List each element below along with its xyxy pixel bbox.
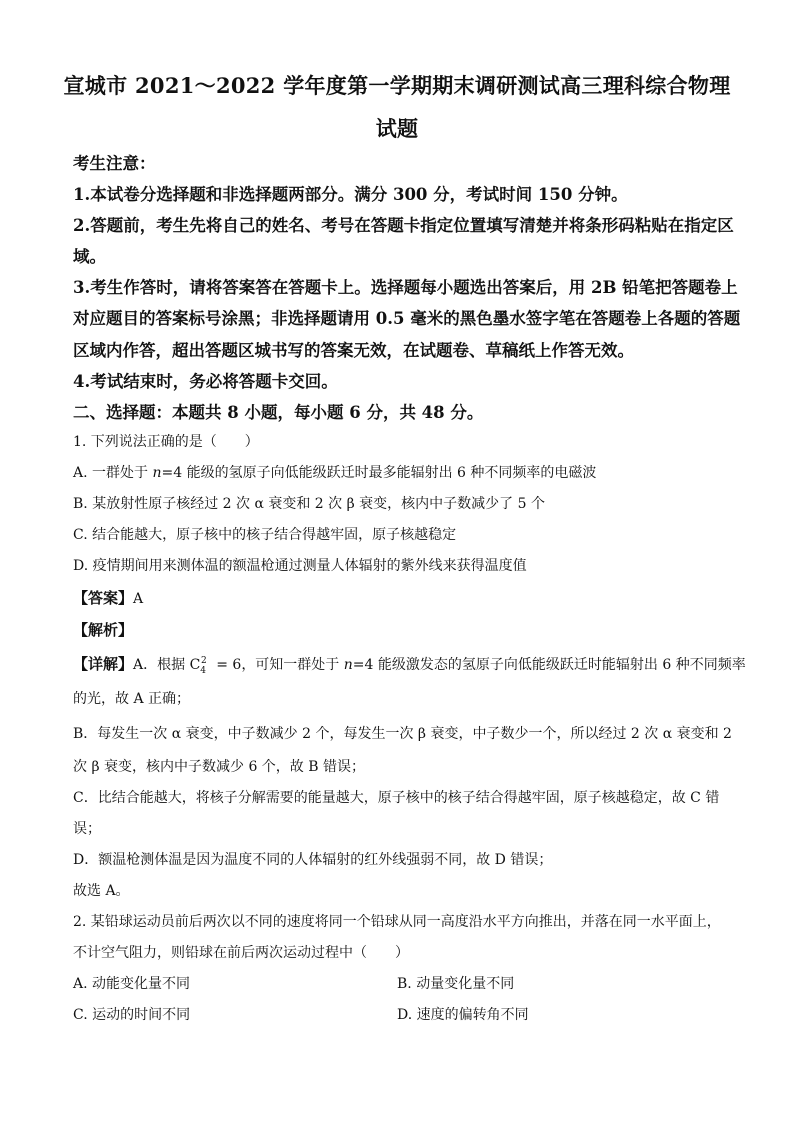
detail-a-prefix: A．根据: [133, 657, 190, 673]
notice-item-3: 3.考生作答时，请将答案答在答题卡上。选择题每小题选出答案后，用 2B 铅笔把答题卷上: [73, 278, 738, 297]
notice-heading: 考生注意：: [73, 154, 156, 173]
variable-n: n: [152, 465, 162, 481]
combination-formula: $C_4^2 = 6$: [189, 656, 242, 676]
detail-c-line-1: C．比结合能越大，将核子分解需要的能量越大，原子核中的核子结合得越牢固，原子核越稳定，故 C 错: [73, 790, 720, 806]
detail-tag: 【详解】: [73, 655, 134, 673]
notice-item-2-cont: 域。: [73, 247, 106, 266]
answer-tag: 【答案】: [73, 589, 134, 607]
detail-a-mid: ，可知一群处于: [241, 657, 344, 673]
analysis-tag: [73, 619, 133, 640]
option-a-text: =4 能级的氢原子向低能级跃迁时最多能辐射出 6 种不同频率的电磁波: [161, 465, 597, 481]
detail-a-line-1: [73, 653, 746, 676]
analysis-label: 【解析】: [73, 621, 134, 639]
notice-item-4: 4.考试结束时，务必将答题卡交回。: [73, 372, 338, 391]
question-2-option-d: D. 速度的偏转角不同: [397, 1007, 529, 1023]
question-2-stem: 2. 某铅球运动员前后两次以不同的速度将同一个铅球从同一高度沿水平方向推出，并落在同一水平面上，: [73, 914, 721, 930]
answer-value: A: [133, 591, 144, 607]
conclusion: 故选 A。: [73, 883, 130, 899]
question-1-option-c: C. 结合能越大，原子核中的核子结合得越牢固，原子核越稳定: [73, 527, 457, 543]
detail-a-line-2: 的光，故 A 正确；: [73, 691, 191, 707]
question-2-option-c: C. 运动的时间不同: [73, 1007, 191, 1023]
answer-line: [73, 587, 143, 608]
detail-d: D．额温枪测体温是因为温度不同的人体辐射的红外线强弱不同，故 D 错误；: [73, 852, 553, 868]
question-2-option-a: A. 动能变化量不同: [73, 976, 191, 992]
exam-title-continued: 试题: [375, 116, 419, 141]
question-2-option-b: B. 动量变化量不同: [397, 976, 515, 992]
detail-b-line-1: B．每发生一次 α 衰变，中子数减少 2 个，每发生一次 β 衰变，中子数少一个，所以经过 2 次 α 衰变和 2: [73, 726, 732, 742]
variable-n: n: [343, 657, 353, 673]
exam-title: 宣城市 2021～2022 学年度第一学期期末调研测试高三理科综合物理: [63, 73, 731, 98]
question-1-option-a: [73, 462, 596, 482]
question-1-option-b: B. 某放射性原子核经过 2 次 α 衰变和 2 次 β 衰变，核内中子数减少了 5 个: [73, 496, 545, 512]
option-a-prefix: A. 一群处于: [73, 465, 153, 481]
notice-item-2: 2.答题前，考生先将自己的姓名、考号在答题卡指定位置填写清楚并将条形码粘贴在指定区: [73, 216, 734, 235]
question-1-stem: 1. 下列说法正确的是（ ）: [73, 434, 259, 450]
detail-c-line-2: 误；: [73, 821, 101, 837]
detail-a-text: =4 能级激发态的氢原子向低能级跃迁时能辐射出 6 种不同频率: [352, 657, 746, 673]
notice-item-3-cont: 对应题目的答案标号涂黑；非选择题请用 0.5 毫米的黑色墨水签字笔在答题卷上各题的答题: [73, 309, 741, 328]
section-heading: 二、选择题：本题共 8 小题，每小题 6 分，共 48 分。: [73, 403, 484, 422]
detail-b-line-2: 次 β 衰变，核内中子数减少 6 个，故 B 错误；: [73, 759, 365, 775]
question-1-option-d: D. 疫情期间用来测体温的额温枪通过测量人体辐射的紫外线来获得温度值: [73, 558, 527, 574]
question-2-stem-cont: 不计空气阻力，则铅球在前后两次运动过程中（ ）: [73, 945, 409, 961]
notice-item-3-cont2: 区域内作答，超出答题区城书写的答案无效，在试题卷、草稿纸上作答无效。: [73, 341, 634, 360]
notice-item-1: 1.本试卷分选择题和非选择题两部分。满分 300 分，考试时间 150 分钟。: [73, 185, 628, 204]
